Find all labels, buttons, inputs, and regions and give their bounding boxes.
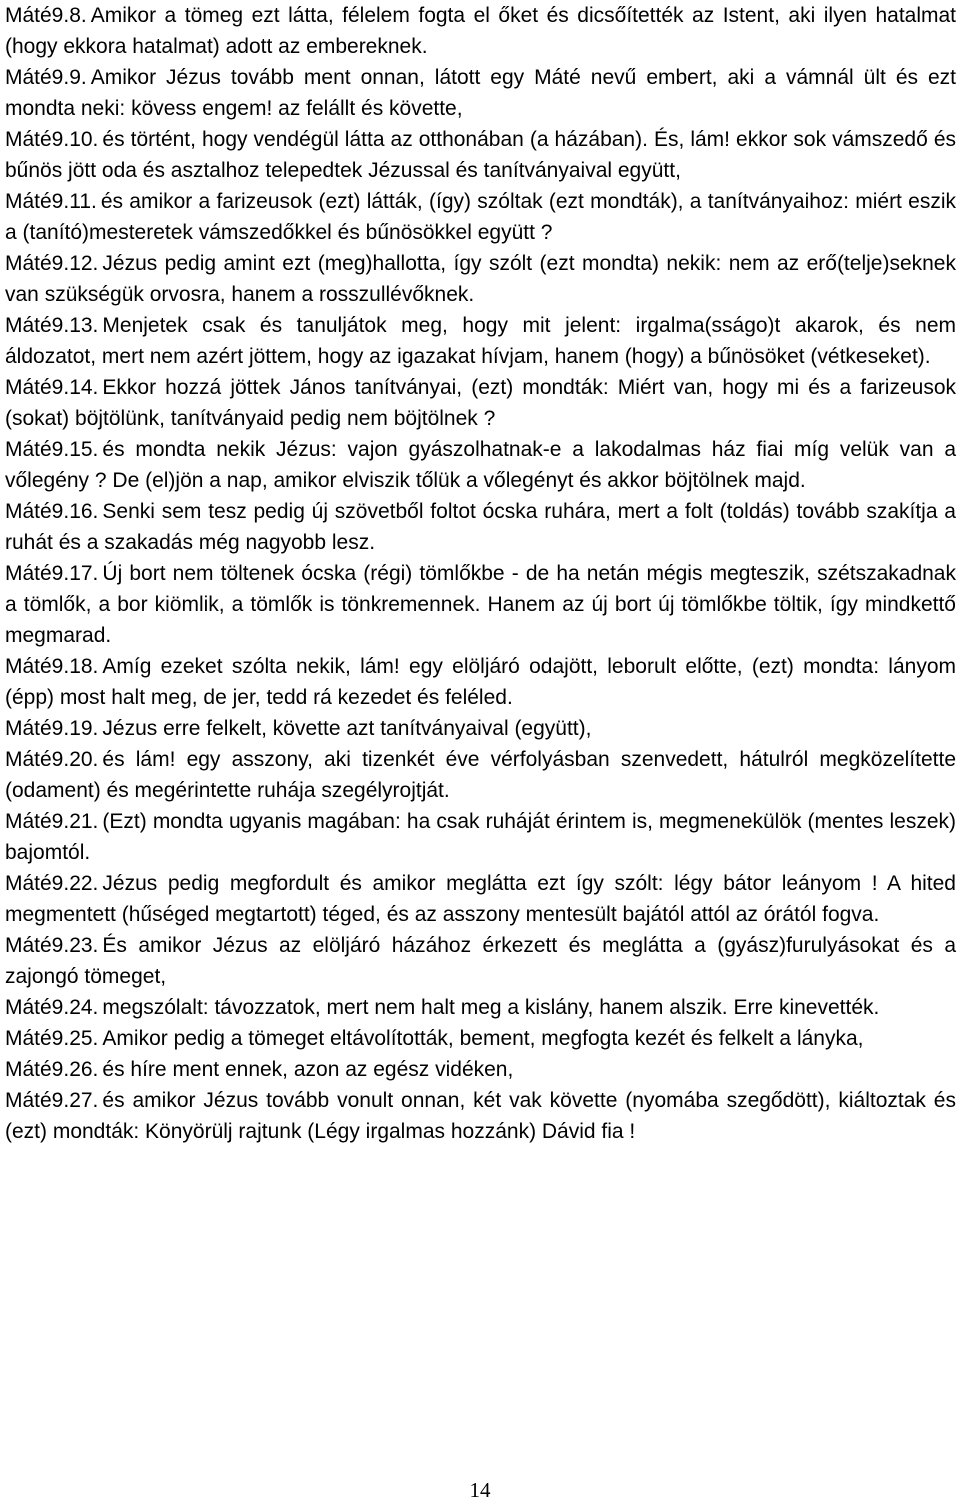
verse-text: és híre ment ennek, azon az egész vidéken,: [102, 1058, 514, 1081]
verse-ref: Máté9.21.: [5, 810, 99, 833]
page-number: 14: [469, 1478, 491, 1502]
verse-text: És amikor Jézus az elöljáró házához érkezett és meglátta a (gyász)furulyásokat és a zajongó tömeget,: [5, 934, 956, 988]
verse-ref: Máté9.27.: [5, 1089, 99, 1112]
verse-9-13: [5, 310, 956, 372]
verse-ref: Máté9.18.: [5, 655, 99, 678]
verse-9-25: [5, 1023, 956, 1054]
verse-text: megszólalt: távozzatok, mert nem halt meg a kislány, hanem alszik. Erre kinevették.: [102, 996, 880, 1019]
verse-9-20: [5, 744, 956, 806]
document-page: [5, 0, 956, 1506]
verse-text: Új bort nem töltenek ócska (régi) tömlőkbe - de ha netán mégis megteszik, szétszakadnak a tömlők, a bor kiömlik, a tömlők is tönkremennek. Hanem az új bort új tömlőkbe töltik, így mindkettő megmarad.: [5, 562, 956, 647]
verse-ref: Máté9.26.: [5, 1058, 99, 1081]
verse-9-11: [5, 186, 956, 248]
verse-9-16: [5, 496, 956, 558]
verse-text: (Ezt) mondta ugyanis magában: ha csak ruháját érintem is, megmenekülök (mentes leszek) bajomtól.: [5, 810, 956, 864]
verse-text: és amikor Jézus tovább vonult onnan, két vak követte (nyomába szegődött), kiáltoztak és (ezt) mondták: Könyörülj rajtunk (Légy irgalmas hozzánk) Dávid fia !: [5, 1089, 956, 1143]
verse-ref: Máté9.19.: [5, 717, 99, 740]
verse-ref: Máté9.20.: [5, 748, 99, 771]
verse-ref: Máté9.11.: [5, 190, 97, 213]
verse-text: Jézus pedig megfordult és amikor meglátta ezt így szólt: légy bátor leányom ! A hited megmentett (hűséged megtartott) téged, és az asszony mentesült bajától attól az órától fogva.: [5, 872, 956, 926]
verse-text: és amikor a farizeusok (ezt) látták, (így) szóltak (ezt mondták), a tanítványaihoz: miért eszik a (tanító)mesteretek vámszedőkkel és bűnösökkel együtt ?: [5, 190, 956, 244]
verse-text: Ekkor hozzá jöttek János tanítványai, (ezt) mondták: Miért van, hogy mi és a farizeusok (sokat) böjtölünk, tanítványaid pedig nem böjtölnek ?: [5, 376, 956, 430]
verse-text: Amikor pedig a tömeget eltávolították, bement, megfogta kezét és felkelt a lányka,: [102, 1027, 864, 1050]
verse-ref: Máté9.24.: [5, 996, 99, 1019]
verse-9-14: [5, 372, 956, 434]
verse-text: Jézus pedig amint ezt (meg)hallotta, így szólt (ezt mondta) nekik: nem az erő(telje)seknek van szükségük orvosra, hanem a rosszullévőknek.: [5, 252, 956, 306]
verse-9-21: [5, 806, 956, 868]
verse-list: [5, 0, 956, 1147]
verse-ref: Máté9.25.: [5, 1027, 99, 1050]
verse-text: Menjetek csak és tanuljátok meg, hogy mit jelent: irgalma(sságo)t akarok, és nem áldozatot, mert nem azért jöttem, hogy az igazakat hívjam, hanem (hogy) a bűnösöket (vétkeseket).: [5, 314, 956, 368]
verse-9-27: [5, 1085, 956, 1147]
verse-9-17: [5, 558, 956, 651]
verse-9-26: [5, 1054, 956, 1085]
verse-9-9: [5, 62, 956, 124]
verse-ref: Máté9.22.: [5, 872, 99, 895]
verse-9-24: [5, 992, 956, 1023]
verse-text: és mondta nekik Jézus: vajon gyászolhatnak-e a lakodalmas ház fiai míg velük van a vőlegény ? De (el)jön a nap, amikor elviszik tőlük a vőlegényt és akkor böjtölnek majd.: [5, 438, 956, 492]
verse-ref: Máté9.14.: [5, 376, 99, 399]
verse-ref: Máté9.15.: [5, 438, 99, 461]
verse-text: és történt, hogy vendégül látta az otthonában (a házában). És, lám! ekkor sok vámszedő és bűnös jött oda és asztalhoz telepedtek Jézussal és tanítványaival együtt,: [5, 128, 956, 182]
verse-9-18: [5, 651, 956, 713]
verse-ref: Máté9.16.: [5, 500, 99, 523]
verse-9-19: [5, 713, 956, 744]
verse-9-23: [5, 930, 956, 992]
verse-ref: Máté9.10.: [5, 128, 99, 151]
verse-ref: Máté9.8.: [5, 4, 87, 27]
verse-ref: Máté9.9.: [5, 66, 87, 89]
verse-text: Amikor a tömeg ezt látta, félelem fogta el őket és dicsőítették az Istent, aki ilyen hatalmat (hogy ekkora hatalmat) adott az embereknek.: [5, 4, 956, 58]
verse-ref: Máté9.17.: [5, 562, 99, 585]
verse-text: Senki sem tesz pedig új szövetből foltot ócska ruhára, mert a folt (toldás) tovább szakítja a ruhát és a szakadás még nagyobb lesz.: [5, 500, 956, 554]
verse-text: Amikor Jézus tovább ment onnan, látott egy Máté nevű embert, aki a vámnál ült és ezt mondta neki: kövess engem! az felállt és követte,: [5, 66, 956, 120]
verse-ref: Máté9.12.: [5, 252, 99, 275]
verse-text: Jézus erre felkelt, követte azt tanítványaival (együtt),: [102, 717, 592, 740]
verse-9-22: [5, 868, 956, 930]
verse-9-15: [5, 434, 956, 496]
verse-9-10: [5, 124, 956, 186]
verse-ref: Máté9.13.: [5, 314, 99, 337]
verse-9-8: [5, 0, 956, 62]
verse-ref: Máté9.23.: [5, 934, 99, 957]
verse-text: Amíg ezeket szólta nekik, lám! egy elöljáró odajött, leborult előtte, (ezt) mondta: lányom (épp) most halt meg, de jer, tedd rá kezedet és feléled.: [5, 655, 956, 709]
verse-text: és lám! egy asszony, aki tizenkét éve vérfolyásban szenvedett, hátulról megközelítette (odament) és megérintette ruhája szegélyrojtját.: [5, 748, 956, 802]
verse-9-12: [5, 248, 956, 310]
